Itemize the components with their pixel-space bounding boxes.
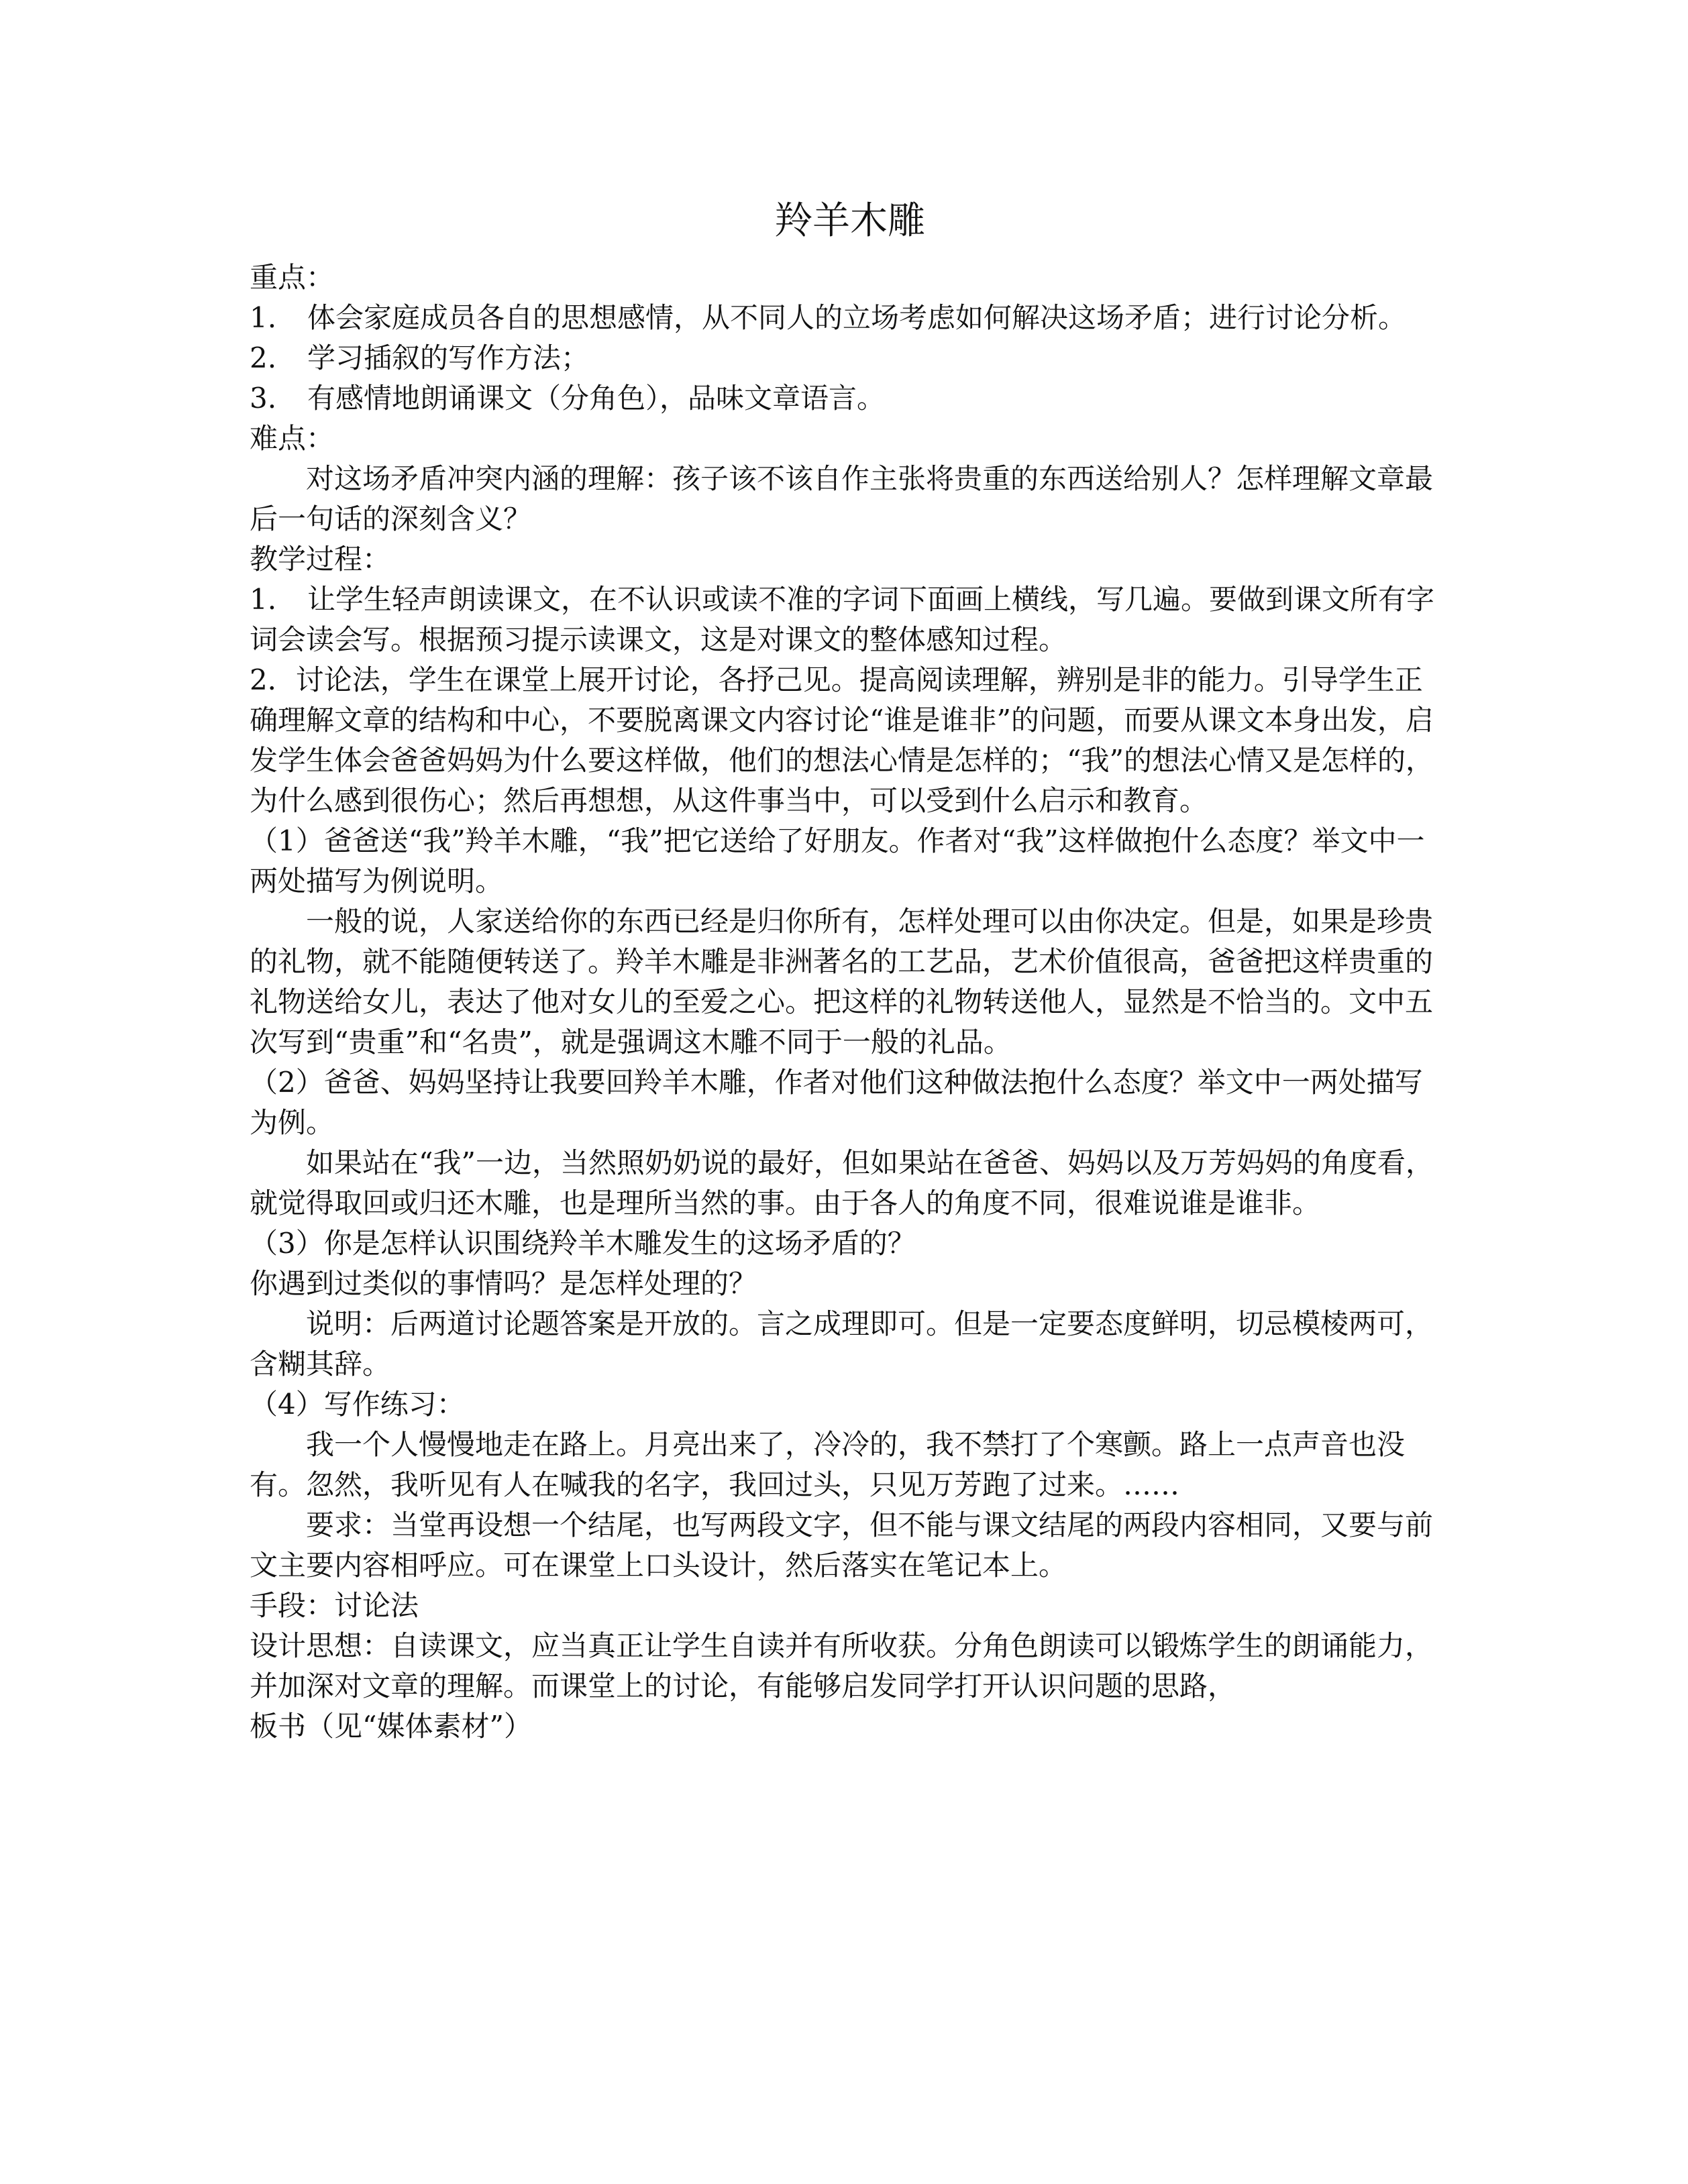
focus-item-3-num: 3.: [250, 382, 277, 415]
focus-item-1-text: 体会家庭成员各自的思想感情，从不同人的立场考虑如何解决这场矛盾；进行讨论分析。: [307, 301, 1407, 334]
question-1: （1）爸爸送“我”羚羊木雕，“我”把它送给了好朋友。作者对“我”这样做抱什么态度？举文中一两处描写为例说明。: [250, 824, 1425, 897]
answer-3: 说明：后两道讨论题答案是开放的。言之成理即可。但是一定要态度鲜明，切忌模棱两可，含糊其辞。: [250, 1307, 1434, 1380]
focus-item-3: [250, 378, 1450, 419]
document-page: [250, 195, 1450, 1747]
question-2: （2）爸爸、妈妈坚持让我要回羚羊木雕，作者对他们这种做法抱什么态度？举文中一两处描写为例。: [250, 1066, 1423, 1139]
focus-item-3-text: 有感情地朗诵课文（分角色），品味文章语言。: [307, 382, 886, 415]
process-step-1: [250, 580, 1450, 660]
focus-item-1: [250, 298, 1450, 338]
process-step-2: 2．讨论法，学生在课堂上展开讨论，各抒己见。提高阅读理解，辨别是非的能力。引导学生正确理解文章的结构和中心，不要脱离课文内容讨论“谁是谁非”的问题，而要从课文本身出发，启发学生体会爸爸妈妈为什么要这样做，他们的想法心情是怎样的；“我”的想法心情又是怎样的，为什么感到很伤心；然后再想想，从这件事当中，可以受到什么启示和教育。: [250, 663, 1434, 817]
teaching-method: 手段：讨论法: [250, 1589, 419, 1622]
writing-requirement: 要求：当堂再设想一个结尾，也写两段文字，但不能与课文结尾的两段内容相同，又要与前文主要内容相呼应。可在课堂上口头设计，然后落实在笔记本上。: [250, 1509, 1434, 1582]
question-4: （4）写作练习：: [250, 1388, 465, 1421]
focus-item-2-text: 学习插叙的写作方法；: [307, 341, 590, 374]
design-idea: 设计思想：自读课文，应当真正让学生自读并有所收获。分角色朗读可以锻炼学生的朗诵能力，并加深对文章的理解。而课堂上的讨论，有能够启发同学打开认识问题的思路，: [250, 1629, 1434, 1702]
question-3b: 你遇到过类似的事情吗？是怎样处理的？: [250, 1267, 757, 1300]
answer-2: 如果站在“我”一边，当然照奶奶说的最好，但如果站在爸爸、妈妈以及万芳妈妈的角度看，就觉得取回或归还木雕，也是理所当然的事。由于各人的角度不同，很难说谁是谁非。: [250, 1146, 1434, 1219]
focus-item-2-num: 2.: [250, 341, 277, 374]
focus-item-1-num: 1.: [250, 301, 277, 334]
focus-item-2: [250, 338, 1450, 378]
process-heading: 教学过程：: [250, 543, 391, 576]
document-title: 羚羊木雕: [775, 199, 925, 243]
board-note: 板书（见“媒体素材”）: [250, 1710, 532, 1743]
process-step-1-text: 让学生轻声朗读课文，在不认识或读不准的字词下面画上横线，写几遍。要做到课文所有字词会读会写。根据预习提示读课文，这是对课文的整体感知过程。: [250, 583, 1435, 656]
answer-1: 一般的说，人家送给你的东西已经是归你所有，怎样处理可以由你决定。但是，如果是珍贵的礼物，就不能随便转送了。羚羊木雕是非洲著名的工艺品，艺术价值很高，爸爸把这样贵重的礼物送给女儿，表达了他对女儿的至爱之心。把这样的礼物转送他人，显然是不恰当的。文中五次写到“贵重”和“名贵”，就是强调这木雕不同于一般的礼品。: [250, 905, 1434, 1058]
difficulty-heading: 难点：: [250, 422, 335, 455]
focus-heading: 重点：: [250, 261, 335, 294]
writing-passage: 我一个人慢慢地走在路上。月亮出来了，冷冷的，我不禁打了个寒颤。路上一点声音也没有。忽然，我听见有人在喊我的名字，我回过头，只见万芳跑了过来。……: [250, 1428, 1406, 1501]
difficulty-text: 对这场矛盾冲突内涵的理解：孩子该不该自作主张将贵重的东西送给别人？怎样理解文章最后一句话的深刻含义？: [250, 462, 1434, 535]
question-3: （3）你是怎样认识围绕羚羊木雕发生的这场矛盾的？: [250, 1227, 916, 1260]
process-step-1-num: 1.: [250, 583, 277, 616]
